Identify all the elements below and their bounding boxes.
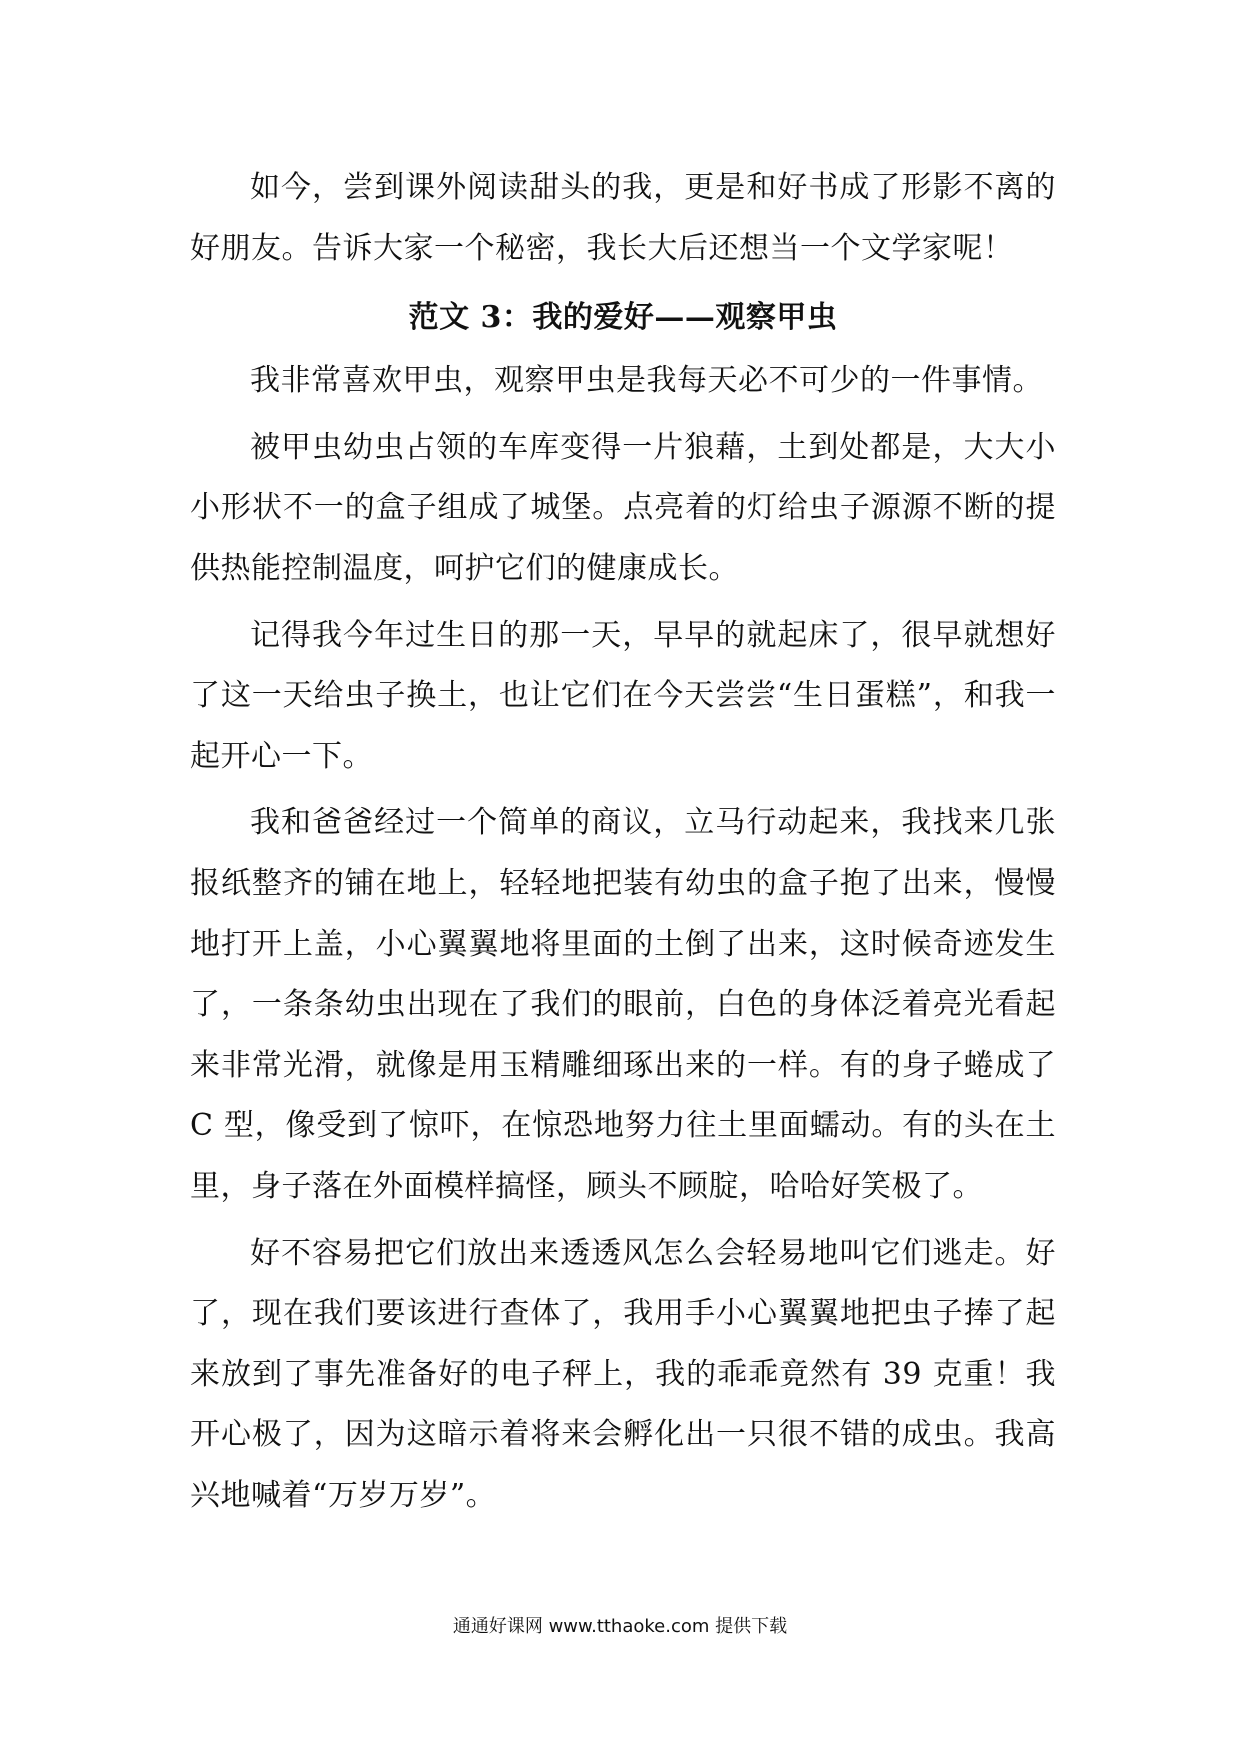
paragraph-5: 好不容易把它们放出来透透风怎么会轻易地叫它们逃走。好了，现在我们要该进行查体了，我用手小心翼翼地把虫子捧了起来放到了事先准备好的电子秤上，我的乖乖竟然有 39 克重！我开心极了，因为这暗示着将来会孵化出一只很不错的成虫。我高兴地喊着“万岁万岁”。 <box>190 1235 1056 1513</box>
paragraph-intro-reading: 如今，尝到课外阅读甜头的我，更是和好书成了形影不离的好朋友。告诉大家一个秘密，我长大后还想当一个文学家呢！ <box>190 170 1056 266</box>
paragraph-2: 被甲虫幼虫占领的车库变得一片狼藉，土到处都是，大大小小形状不一的盒子组成了城堡。点亮着的灯给虫子源源不断的提供热能控制温度，呵护它们的健康成长。 <box>190 429 1056 586</box>
document-body <box>190 158 1056 1532</box>
section-title: 范文 3：我的爱好——观察甲虫 <box>408 300 838 336</box>
paragraph-1: 我非常喜欢甲虫，观察甲虫是我每天必不可少的一件事情。 <box>250 363 1043 399</box>
paragraph-4: 我和爸爸经过一个简单的商议，立马行动起来，我找来几张报纸整齐的铺在地上，轻轻地把装有幼虫的盒子抱了出来，慢慢地打开上盖，小心翼翼地将里面的土倒了出来，这时候奇迹发生了，一条条幼虫出现在了我们的眼前，白色的身体泛着亮光看起来非常光滑，就像是用玉精雕细琢出来的一样。有的身子蜷成了 C 型，像受到了惊吓，在惊恐地努力往土里面蠕动。有的头在土里，身子落在外面模样搞怪，顾头不顾腚，哈哈好笑极了。 <box>190 805 1056 1204</box>
paragraph-3: 记得我今年过生日的那一天，早早的就起床了，很早就想好了这一天给虫子换土，也让它们在今天尝尝“生日蛋糕”，和我一起开心一下。 <box>190 617 1056 774</box>
page-footer: 通通好课网 www.tthaoke.com 提供下载 <box>452 1616 788 1637</box>
